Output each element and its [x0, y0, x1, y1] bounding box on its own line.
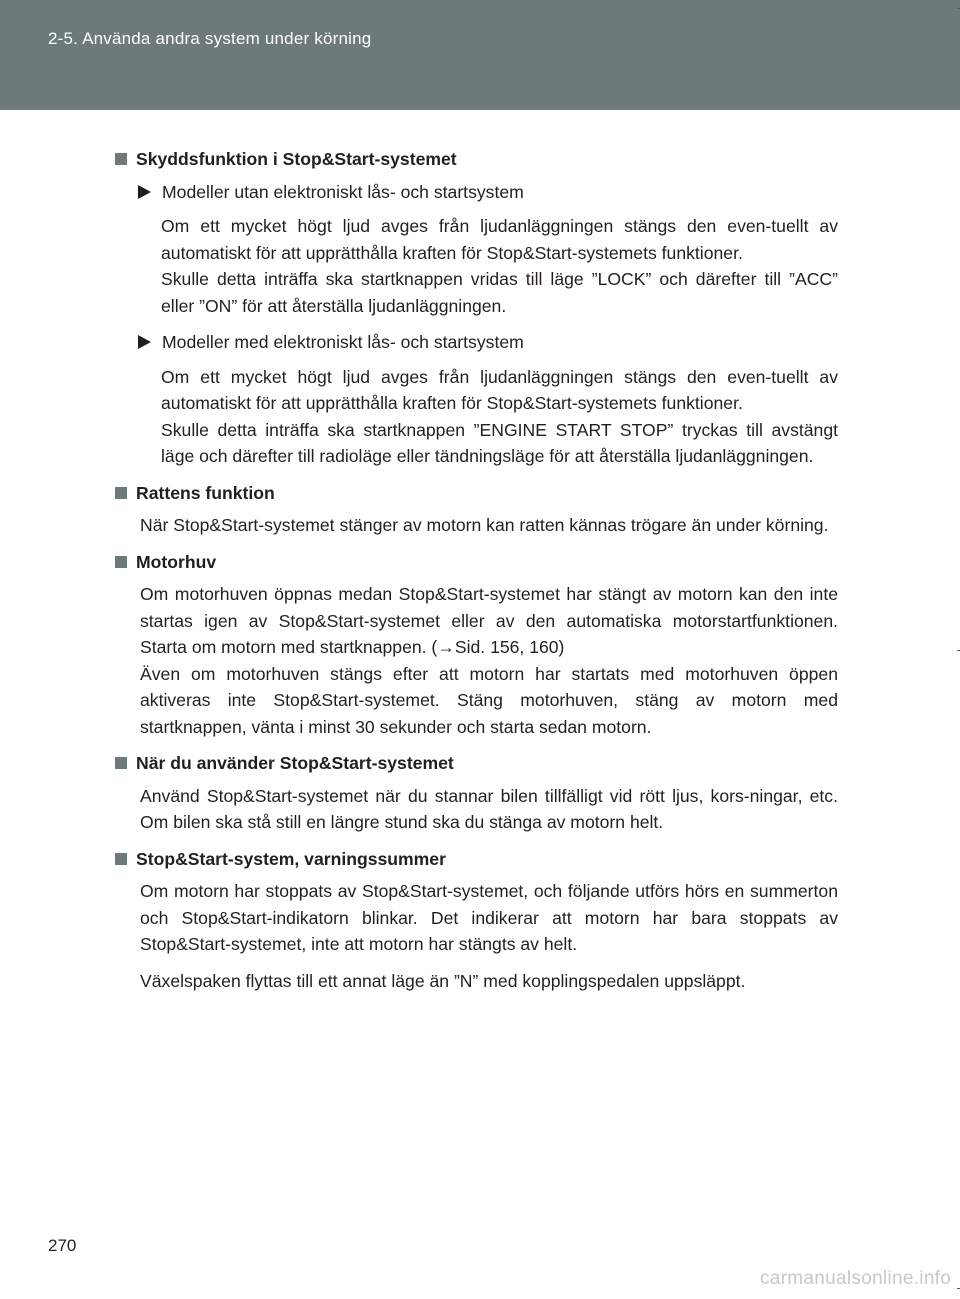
section-bullet-icon	[115, 556, 127, 568]
section-bullet-icon	[115, 757, 127, 769]
chapter-header-band	[0, 0, 960, 110]
section-using-stop-start	[112, 750, 838, 836]
paragraph: Om motorhuven öppnas medan Stop&Start-systemet har stängt av motorn kan den inte startas igen av Stop&Start-systemet eller av den automatiska motorstartfunktionen. Starta om motorn med startknappen. (→Sid. 156, 160) Även om motorhuven stängs efter att motorn har startats med motorhuven öppen aktiveras inte Stop&Start-systemet. Stäng motorhuven, stäng av motorn med startknappen, vänta i minst 30 sekunder och starta sedan motorn.	[140, 584, 838, 737]
section-heading: Skyddsfunktion i Stop&Start-systemet	[136, 149, 457, 169]
section-steering	[112, 480, 838, 539]
watermark: carmanualsonline.info	[760, 1268, 952, 1289]
chapter-title: 2-5. Använda andra system under körning	[48, 29, 372, 48]
subsection-heading: Modeller utan elektroniskt lås- och startsystem	[162, 181, 524, 202]
section-stop-start-protection	[112, 146, 838, 470]
paragraph: Växelspaken flyttas till ett annat läge än ”N” med kopplingspedalen uppsläppt.	[140, 970, 746, 991]
page-content	[112, 146, 838, 1004]
paragraph: Om motorn har stoppats av Stop&Start-systemet, och följande utförs hörs en summerton och Stop&Start-indikatorn blinkar. Det indikerar att motorn har bara stoppats av Stop&Start-systemet, inte att motorn har stängts av helt.	[140, 881, 838, 954]
section-warning-buzzer	[112, 846, 838, 995]
triangle-bullet-icon	[138, 185, 151, 199]
subsection-heading: Modeller med elektroniskt lås- och startsystem	[162, 332, 524, 352]
triangle-bullet-icon	[138, 335, 151, 349]
section-bullet-icon	[115, 487, 127, 499]
section-heading: När du använder Stop&Start-systemet	[136, 753, 454, 773]
paragraph: När Stop&Start-systemet stänger av motorn kan ratten kännas trögare än under körning.	[140, 515, 829, 535]
section-hood	[112, 549, 838, 741]
paragraph: Använd Stop&Start-systemet när du stannar bilen tillfälligt vid rött ljus, kors-ningar, etc. Om bilen ska stå still en längre stund ska du stänga av motorn helt.	[140, 785, 838, 832]
section-bullet-icon	[115, 153, 127, 165]
subsection-without-smart-key	[112, 179, 838, 320]
paragraph: Om ett mycket högt ljud avges från ljudanläggningen stängs den even-tuellt av automatiskt för att upprätthålla kraften för Stop&Start-systemets funktioner. Skulle detta inträffa ska startknappen vridas till läge ”LOCK” och därefter till ”ACC” eller ”ON” för att återställa ljudanläggningen.	[161, 216, 838, 316]
section-heading: Stop&Start-system, varningssummer	[136, 848, 446, 869]
section-bullet-icon	[115, 853, 127, 865]
subsection-with-smart-key	[112, 329, 838, 470]
paragraph: Om ett mycket högt ljud avges från ljudanläggningen stängs den even-tuellt av automatiskt för att upprätthålla kraften för Stop&Start-systemets funktioner. Skulle detta inträffa ska startknappen ”ENGINE START STOP” tryckas till avstängt läge och därefter till radioläge eller tändningsläge för att återställa ljudanläggningen.	[161, 366, 838, 466]
section-heading: Motorhuv	[136, 551, 217, 572]
page-number: 270	[48, 1236, 77, 1255]
section-heading: Rattens funktion	[136, 482, 275, 503]
